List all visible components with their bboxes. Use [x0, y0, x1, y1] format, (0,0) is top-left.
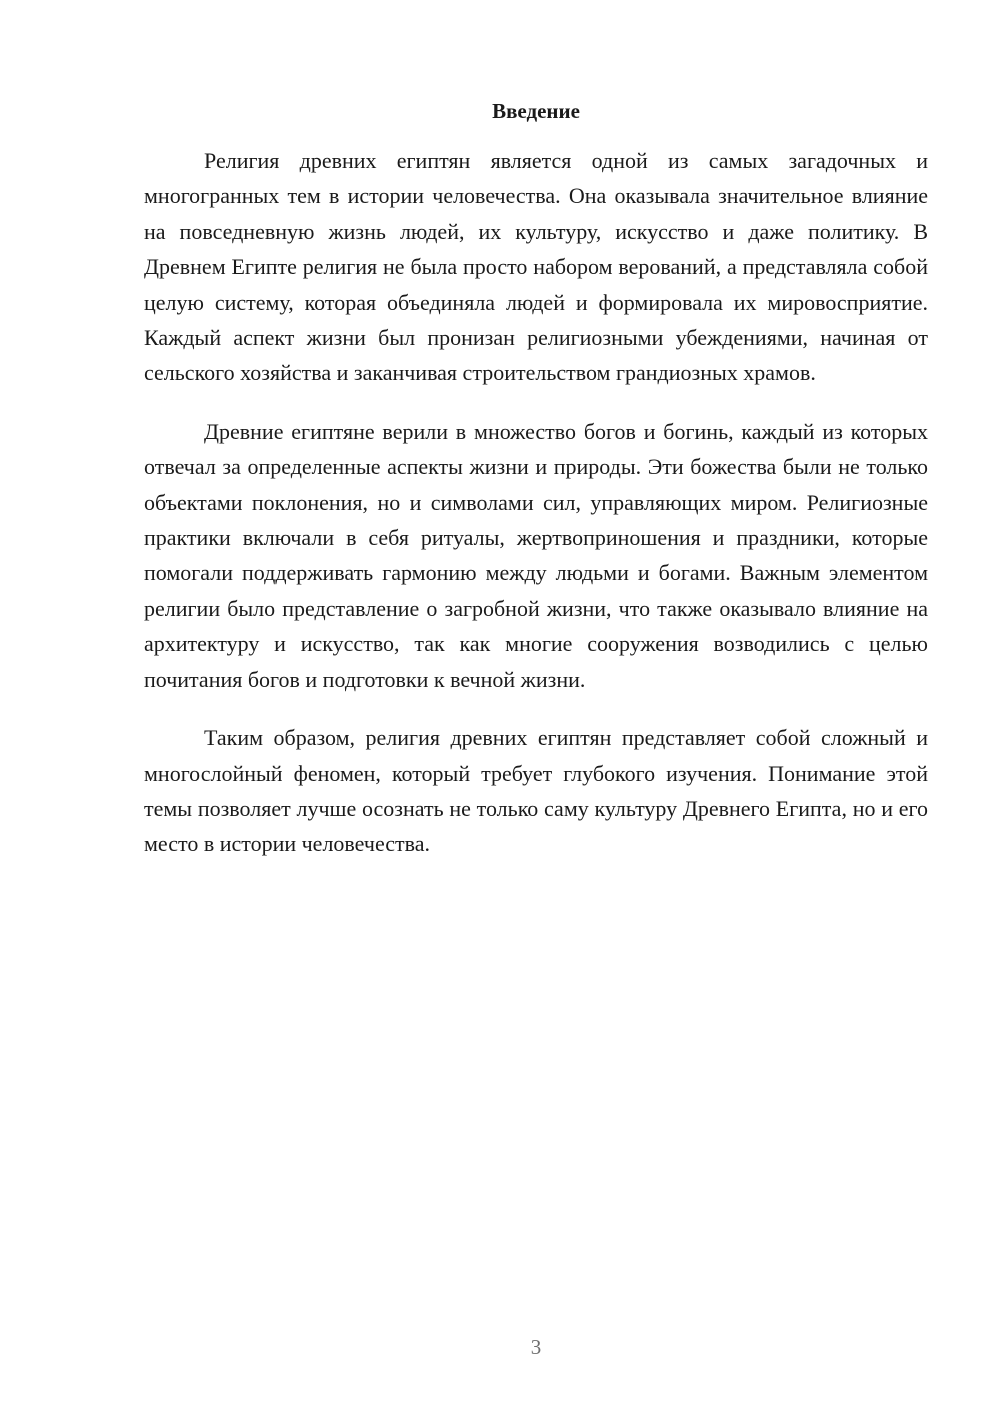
paragraph-2: Древние египтяне верили в множество богов и богинь, каждый из которых отвечал за определенные аспекты жизни и природы. Эти божества были не только объектами поклонения, но и символами сил, управляющих миром. Религиозные практики включали в себя ритуалы, жертвоприношения и праздники, которые помогали поддерживать гармонию между людьми и богами. Важным элементом религии было представление о загробной жизни, что также оказывало влияние на архитектуру и искусство, так как многие сооружения возводились с целью почитания богов и подготовки к вечной жизни.	[144, 418, 928, 692]
body-text	[144, 143, 928, 885]
paragraph-1: Религия древних египтян является одной из самых загадочных и многогранных тем в истории человечества. Она оказывала значительное влияние на повседневную жизнь людей, их культуру, искусство и даже политику. В Древнем Египте религия не была просто набором верований, а представляла собой целую систему, которая объединяла людей и формировала их мировосприятие. Каждый аспект жизни был пронизан религиозными убеждениями, начиная от сельского хозяйства и заканчивая строительством грандиозных храмов.	[144, 148, 928, 386]
page-number: 3	[530, 1335, 542, 1359]
paragraph-3: Таким образом, религия древних египтян представляет собой сложный и многослойный феномен, который требует глубокого изучения. Понимание этой темы позволяет лучше осознать не только саму культуру Древнего Египта, но и его место в истории человечества.	[144, 725, 928, 857]
section-title: Введение	[492, 99, 580, 123]
